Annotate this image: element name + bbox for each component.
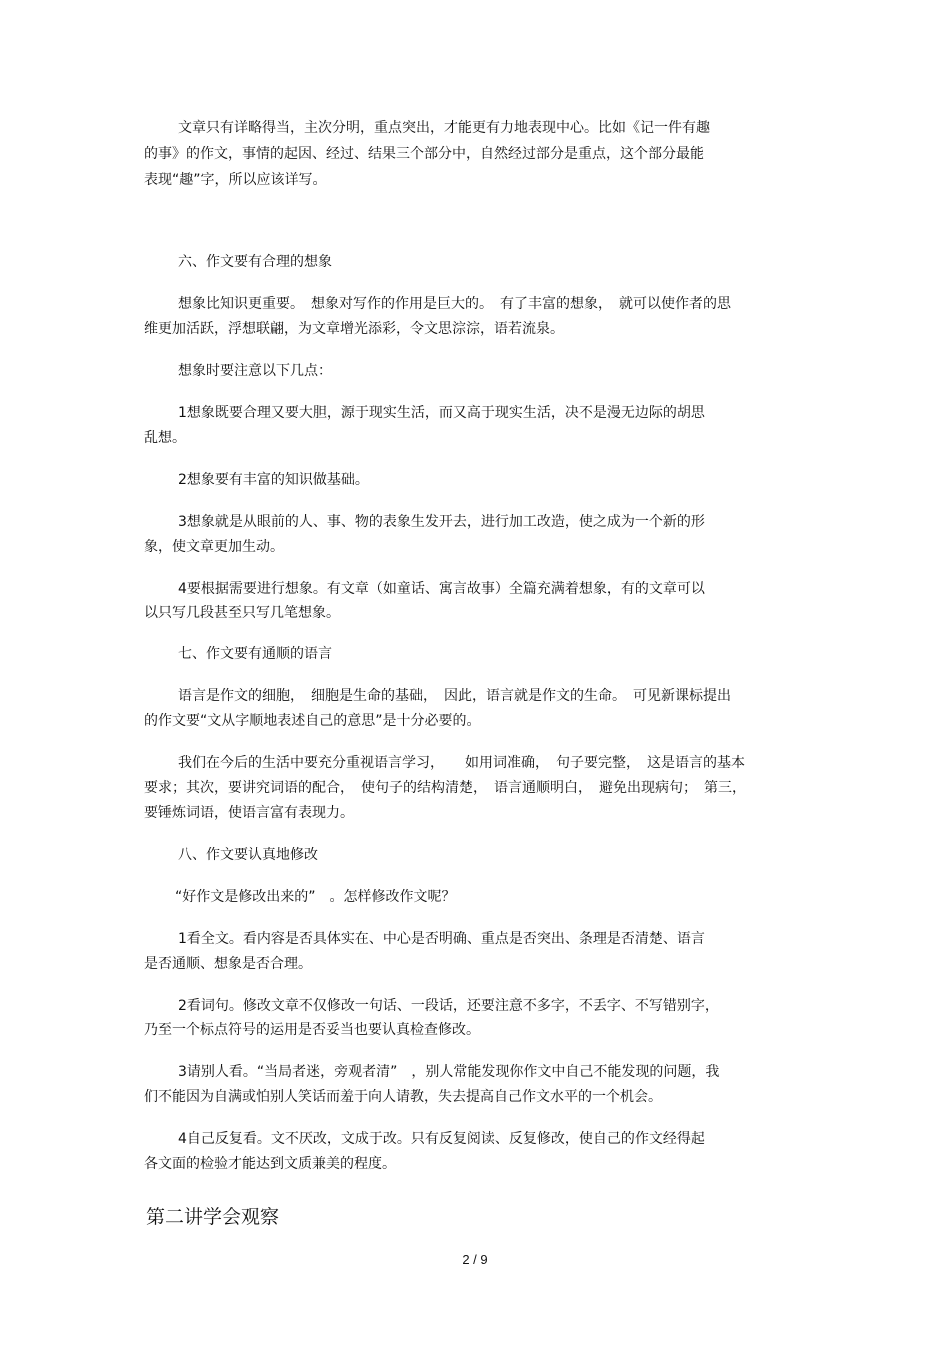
- text-line: 维更加活跃，浮想联翩，为文章增光添彩，令文思淙淙，语若流泉。: [144, 321, 564, 337]
- text-line: 我们在今后的生活中要充分重视语言学习， 如用词准确， 句子要完整， 这是语言的基本: [178, 755, 745, 771]
- text-line: 2想象要有丰富的知识做基础。: [178, 472, 369, 488]
- text-line: 文章只有详略得当，主次分明，重点突出，才能更有力地表现中心。比如《记一件有趣: [178, 120, 710, 136]
- section-heading: 七、作文要有通顺的语言: [178, 646, 332, 662]
- text-line: 想象时要注意以下几点：: [178, 363, 332, 379]
- text-line: 们不能因为自满或怕别人笑话而羞于向人请教，失去提高自己作文水平的一个机会。: [144, 1089, 662, 1105]
- text-line: 乃至一个标点符号的运用是否妥当也要认真检查修改。: [144, 1022, 480, 1038]
- text-line: 3想象就是从眼前的人、事、物的表象生发开去，进行加工改造，使之成为一个新的形: [178, 514, 705, 530]
- text-line: 4自己反复看。文不厌改，文成于改。只有反复阅读、反复修改，使自己的作文经得起: [178, 1131, 705, 1147]
- section-heading: 八、作文要认真地修改: [178, 847, 318, 863]
- text-line: 3请别人看。“当局者迷，旁观者清” ，别人常能发现你作文中自己不能发现的问题，我: [178, 1064, 720, 1080]
- text-line: 象，使文章更加生动。: [144, 539, 284, 555]
- text-line: 4要根据需要进行想象。有文章（如童话、寓言故事）全篇充满着想象，有的文章可以: [178, 581, 705, 597]
- text-line: 以只写几段甚至只写几笔想象。: [144, 605, 340, 621]
- text-line: “好作文是修改出来的” 。怎样修改作文呢？: [175, 889, 456, 905]
- text-line: 语言是作文的细胞， 细胞是生命的基础， 因此，语言就是作文的生命。 可见新课标提出: [178, 688, 731, 704]
- text-line: 1看全文。看内容是否具体实在、中心是否明确、重点是否突出、条理是否清楚、语言: [178, 931, 705, 947]
- text-line: 的作文要“文从字顺地表述自己的意思”是十分必要的。: [144, 713, 481, 729]
- text-line: 各文面的检验才能达到文质兼美的程度。: [144, 1156, 396, 1172]
- text-line: 要求；其次，要讲究词语的配合， 使句子的结构清楚， 语言通顺明白， 避免出现病句； 第三，: [144, 780, 746, 796]
- section-heading: 六、作文要有合理的想象: [178, 254, 332, 270]
- text-line: 要锤炼词语，使语言富有表现力。: [144, 805, 354, 821]
- text-line: 的事》的作文，事情的起因、经过、结果三个部分中，自然经过部分是重点，这个部分最能: [144, 146, 704, 162]
- text-line: 想象比知识更重要。 想象对写作的作用是巨大的。 有了丰富的想象， 就可以使作者的思: [178, 296, 731, 312]
- text-line: 1想象既要合理又要大胆，源于现实生活，而又高于现实生活，决不是漫无边际的胡思: [178, 405, 705, 421]
- text-line: 表现“趣”字，所以应该详写。: [144, 172, 327, 188]
- text-line: 是否通顺、想象是否合理。: [144, 956, 312, 972]
- page-number: 2 / 9: [462, 1252, 488, 1267]
- text-line: 乱想。: [144, 430, 186, 446]
- chapter-heading: 第二讲学会观察: [146, 1206, 280, 1228]
- text-line: 2看词句。修改文章不仅修改一句话、一段话，还要注意不多字，不丢字、不写错别字，: [178, 998, 719, 1014]
